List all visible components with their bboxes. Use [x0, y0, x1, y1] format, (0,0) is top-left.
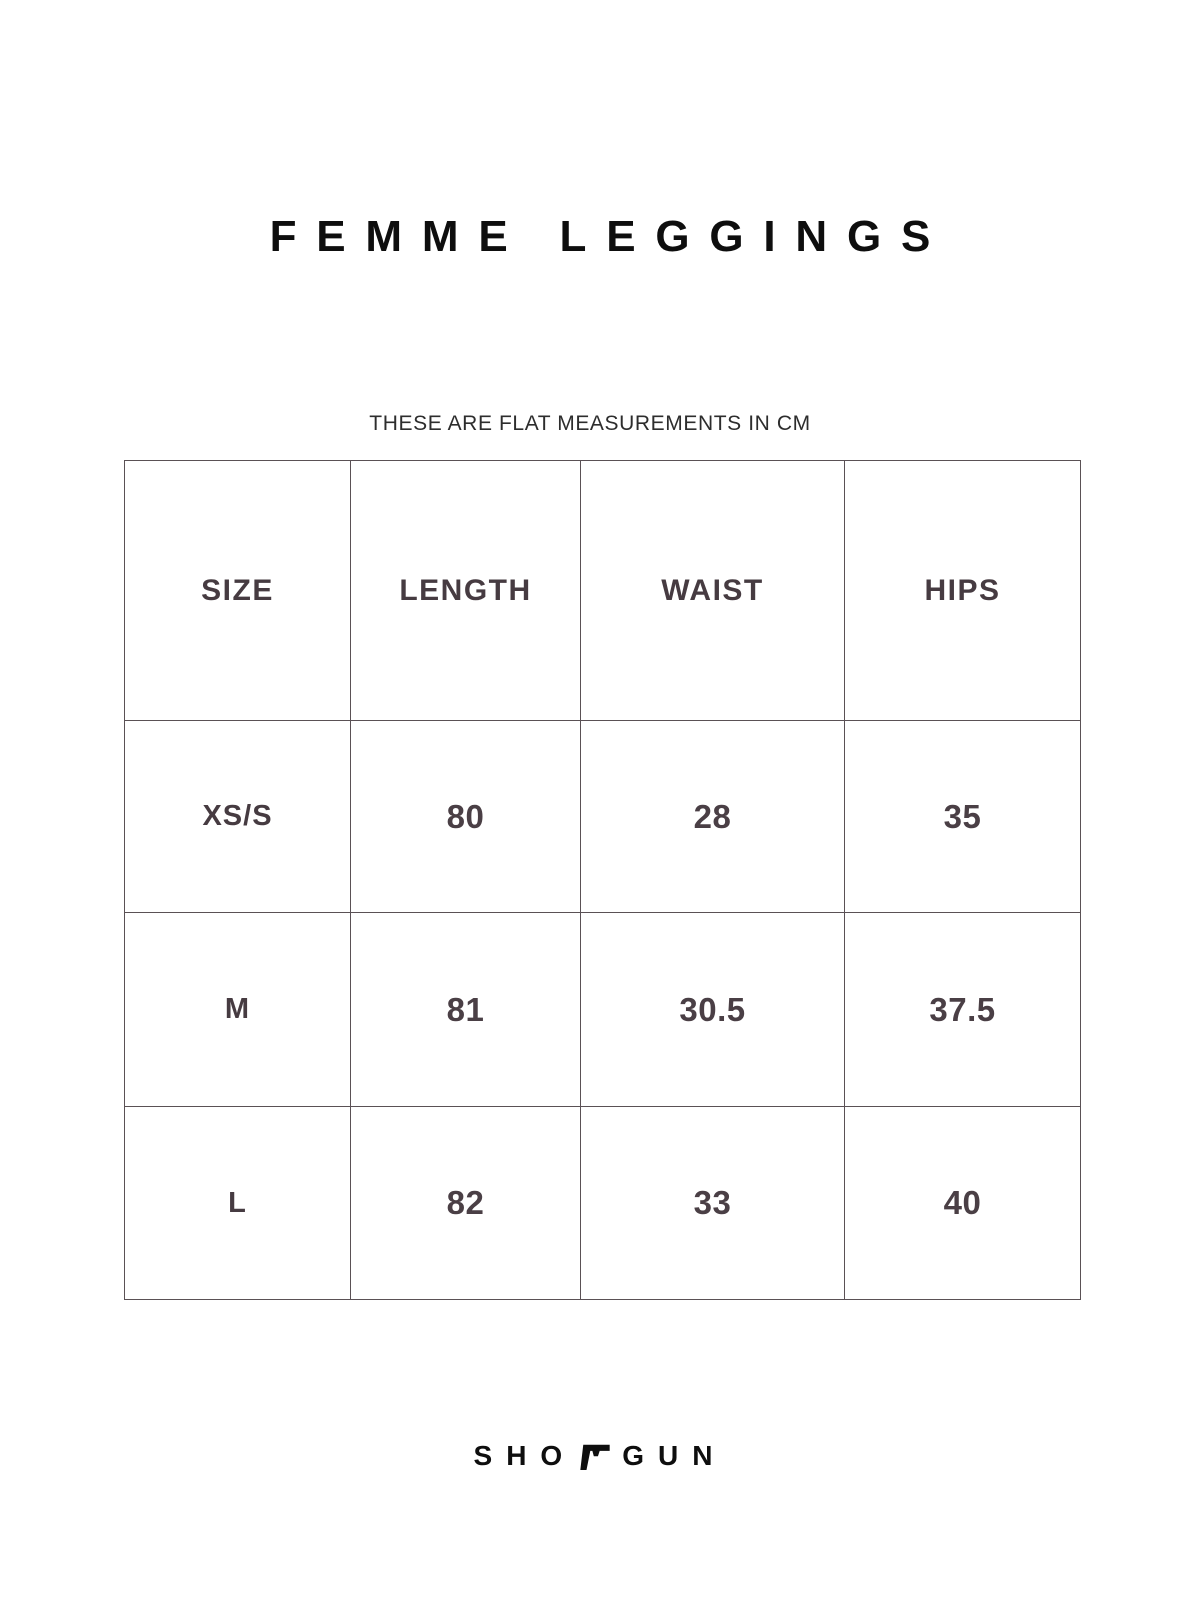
length-cell: 81 — [351, 913, 581, 1107]
length-cell: 80 — [351, 721, 581, 913]
size-chart-table — [124, 460, 1081, 1300]
brand-logo — [0, 1442, 1200, 1470]
size-cell: L — [125, 1107, 351, 1300]
table-row — [125, 913, 1081, 1107]
size-chart — [124, 460, 1080, 1299]
size-cell: M — [125, 913, 351, 1107]
brand-logo-text-right: GUN — [622, 1440, 727, 1471]
length-cell: 82 — [351, 1107, 581, 1300]
pistol-icon — [580, 1443, 610, 1470]
column-header-size: SIZE — [125, 461, 351, 721]
column-header-hips: HIPS — [845, 461, 1081, 721]
hips-cell: 40 — [845, 1107, 1081, 1300]
hips-cell: 37.5 — [845, 913, 1081, 1107]
waist-cell: 33 — [581, 1107, 845, 1300]
measurements-note: THESE ARE FLAT MEASUREMENTS IN CM — [369, 412, 811, 435]
table-row — [125, 1107, 1081, 1300]
table-row — [125, 721, 1081, 913]
table-header-row — [125, 461, 1081, 721]
waist-cell: 30.5 — [581, 913, 845, 1107]
brand-logo-text-left: SHO — [473, 1440, 577, 1471]
column-header-length: LENGTH — [351, 461, 581, 721]
size-cell: XS/S — [125, 721, 351, 913]
column-header-waist: WAIST — [581, 461, 845, 721]
page-title: FEMME LEGGINGS — [269, 212, 951, 261]
hips-cell: 35 — [845, 721, 1081, 913]
waist-cell: 28 — [581, 721, 845, 913]
